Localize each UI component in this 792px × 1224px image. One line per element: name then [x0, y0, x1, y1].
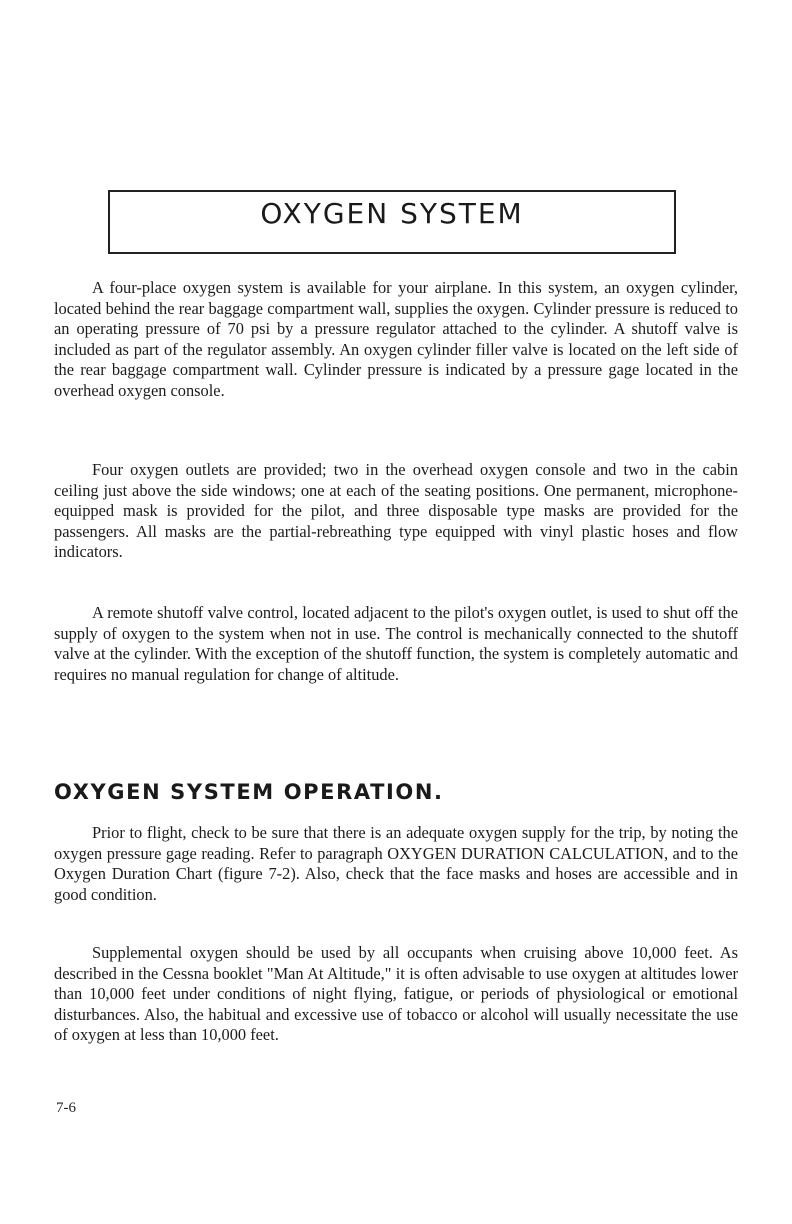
intro-paragraph-2: Four oxygen outlets are provided; two in the overhead oxygen console and two in the cabin ceiling just above the side windows; one at each of the seating positions. One permanent, microphone-equipped mask is provided for the pilot, and three disposable type masks are provided for the passengers. All masks are the partial-rebreathing type equipped with vinyl plastic hoses and flow indicators. [54, 460, 738, 562]
intro-paragraph-3: A remote shutoff valve control, located adjacent to the pilot's oxygen outlet, is used to shut off the supply of oxygen to the system when not in use. The control is mechanically connected to the shutoff valve at the cylinder. With the exception of the shutoff function, the system is completely automatic and requires no manual regulation for change of altitude. [54, 603, 738, 684]
title-box [108, 190, 676, 254]
intro-paragraph-1: A four-place oxygen system is available for your airplane. In this system, an oxygen cylinder, located behind the rear baggage compartment wall, supplies the oxygen. Cylinder pressure is reduced to an operating pressure of 70 psi by a pressure regulator attached to the cylinder. A shutoff valve is included as part of the regulator assembly. An oxygen cylinder filler valve is located on the left side of the rear baggage compartment wall. Cylinder pressure is indicated by a pressure gage located in the overhead oxygen console. [54, 278, 738, 400]
operation-paragraph-2: Supplemental oxygen should be used by all occupants when cruising above 10,000 feet. As described in the Cessna booklet "Man At Altitude," it is often advisable to use oxygen at altitudes lower than 10,000 feet under conditions of night flying, fatigue, or periods of physiological or emotional disturbances. Also, the habitual and excessive use of tobacco or alcohol will usually necessitate the use of oxygen at less than 10,000 feet. [54, 943, 738, 1045]
page-title: OXYGEN SYSTEM [260, 197, 524, 231]
operation-paragraph-1: Prior to flight, check to be sure that there is an adequate oxygen supply for the trip, by noting the oxygen pressure gage reading. Refer to paragraph OXYGEN DURATION CALCULATION, and to the Oxygen Duration Chart (figure 7-2). Also, check that the face masks and hoses are accessible and in good condition. [54, 823, 738, 904]
operation-heading: OXYGEN SYSTEM OPERATION. [54, 780, 444, 804]
page-number: 7-6 [56, 1100, 76, 1116]
